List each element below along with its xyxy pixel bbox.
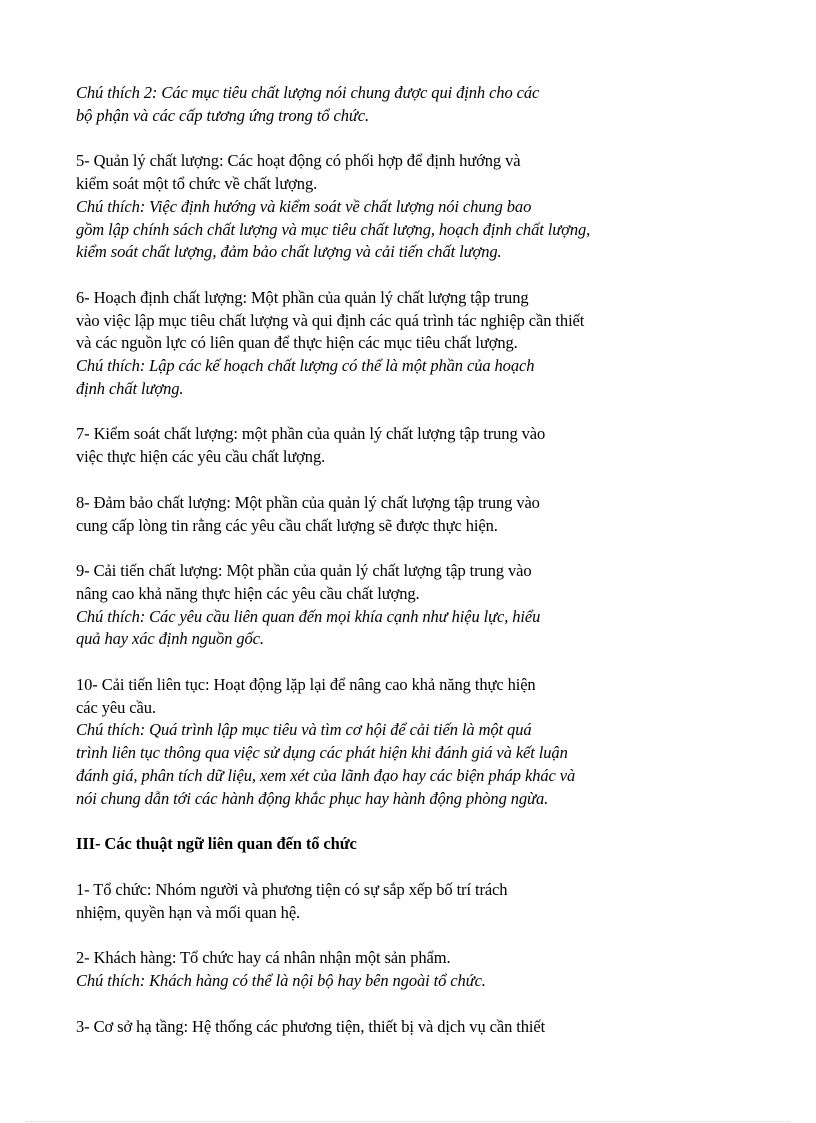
paragraph-block bbox=[76, 833, 736, 856]
paragraph-block bbox=[76, 947, 736, 992]
section-heading: III- Các thuật ngữ liên quan đến tổ chức bbox=[76, 834, 357, 854]
note-line: Chú thích: Các yêu cầu liên quan đến mọi khía cạnh như hiệu lực, hiểu bbox=[76, 606, 541, 626]
text-line: cung cấp lòng tin rằng các yêu cầu chất lượng sẽ được thực hiện. bbox=[76, 515, 498, 535]
paragraph-block bbox=[76, 879, 736, 924]
paragraph-block bbox=[76, 287, 736, 401]
text-line: 8- Đảm bảo chất lượng: Một phần của quản lý chất lượng tập trung vào bbox=[76, 492, 540, 512]
document-body bbox=[76, 82, 736, 1062]
note-line: trình liên tục thông qua việc sử dụng các phát hiện khi đánh giá và kết luận bbox=[76, 743, 568, 763]
page-bottom-divider bbox=[26, 1121, 790, 1122]
text-line: kiểm soát một tổ chức về chất lượng. bbox=[76, 174, 318, 194]
paragraph-block bbox=[76, 423, 736, 468]
note-line: kiểm soát chất lượng, đảm bảo chất lượng và cải tiến chất lượng. bbox=[76, 242, 502, 262]
paragraph-block bbox=[76, 560, 736, 651]
note-line: Chú thích: Khách hàng có thể là nội bộ hay bên ngoài tổ chức. bbox=[76, 971, 486, 991]
text-line: 7- Kiểm soát chất lượng: một phần của quản lý chất lượng tập trung vào bbox=[76, 424, 546, 444]
paragraph-block bbox=[76, 492, 736, 537]
paragraph-block bbox=[76, 150, 736, 264]
note-line: gồm lập chính sách chất lượng và mục tiêu chất lượng, hoạch định chất lượng, bbox=[76, 219, 591, 239]
note-line: Chú thích: Việc định hướng và kiểm soát về chất lượng nói chung bao bbox=[76, 196, 532, 216]
text-line: 9- Cải tiến chất lượng: Một phần của quản lý chất lượng tập trung vào bbox=[76, 561, 532, 581]
note-line: Chú thích: Quá trình lập mục tiêu và tìm cơ hội để cải tiến là một quá bbox=[76, 720, 532, 740]
text-line: việc thực hiện các yêu cầu chất lượng. bbox=[76, 447, 326, 467]
text-line: 3- Cơ sở hạ tầng: Hệ thống các phương tiện, thiết bị và dịch vụ cần thiết bbox=[76, 1016, 546, 1036]
note-line: nói chung dẫn tới các hành động khắc phục hay hành động phòng ngừa. bbox=[76, 788, 549, 808]
text-line: vào việc lập mục tiêu chất lượng và qui định các quá trình tác nghiệp cần thiết bbox=[76, 310, 585, 330]
text-line: 10- Cải tiến liên tục: Hoạt động lặp lại để nâng cao khả năng thực hiện bbox=[76, 675, 536, 695]
note-line: Chú thích 2: Các mục tiêu chất lượng nói chung được qui định cho các bbox=[76, 83, 540, 102]
text-line: 1- Tổ chức: Nhóm người và phương tiện có sự sắp xếp bố trí trách bbox=[76, 879, 508, 899]
note-line: Chú thích: Lập các kế hoạch chất lượng có thể là một phần của hoạch bbox=[76, 356, 535, 376]
text-line: 6- Hoạch định chất lượng: Một phần của quản lý chất lượng tập trung bbox=[76, 287, 529, 307]
note-line: đánh giá, phân tích dữ liệu, xem xét của lãnh đạo hay các biện pháp khác và bbox=[76, 765, 576, 785]
note-line: định chất lượng. bbox=[76, 378, 184, 398]
text-line: nhiệm, quyền hạn và mối quan hệ. bbox=[76, 902, 301, 922]
text-line: các yêu cầu. bbox=[76, 697, 156, 717]
paragraph-block bbox=[76, 82, 736, 127]
text-line: 2- Khách hàng: Tổ chức hay cá nhân nhận một sản phẩm. bbox=[76, 948, 451, 968]
paragraph-block bbox=[76, 1016, 736, 1039]
note-line: bộ phận và các cấp tương ứng trong tổ chức. bbox=[76, 105, 370, 125]
paragraph-block bbox=[76, 674, 736, 810]
text-line: và các nguồn lực có liên quan để thực hiện các mục tiêu chất lượng. bbox=[76, 333, 518, 353]
text-line: 5- Quản lý chất lượng: Các hoạt động có phối hợp để định hướng và bbox=[76, 151, 521, 171]
note-line: quả hay xác định nguồn gốc. bbox=[76, 629, 264, 649]
text-line: nâng cao khả năng thực hiện các yêu cầu chất lượng. bbox=[76, 583, 420, 603]
